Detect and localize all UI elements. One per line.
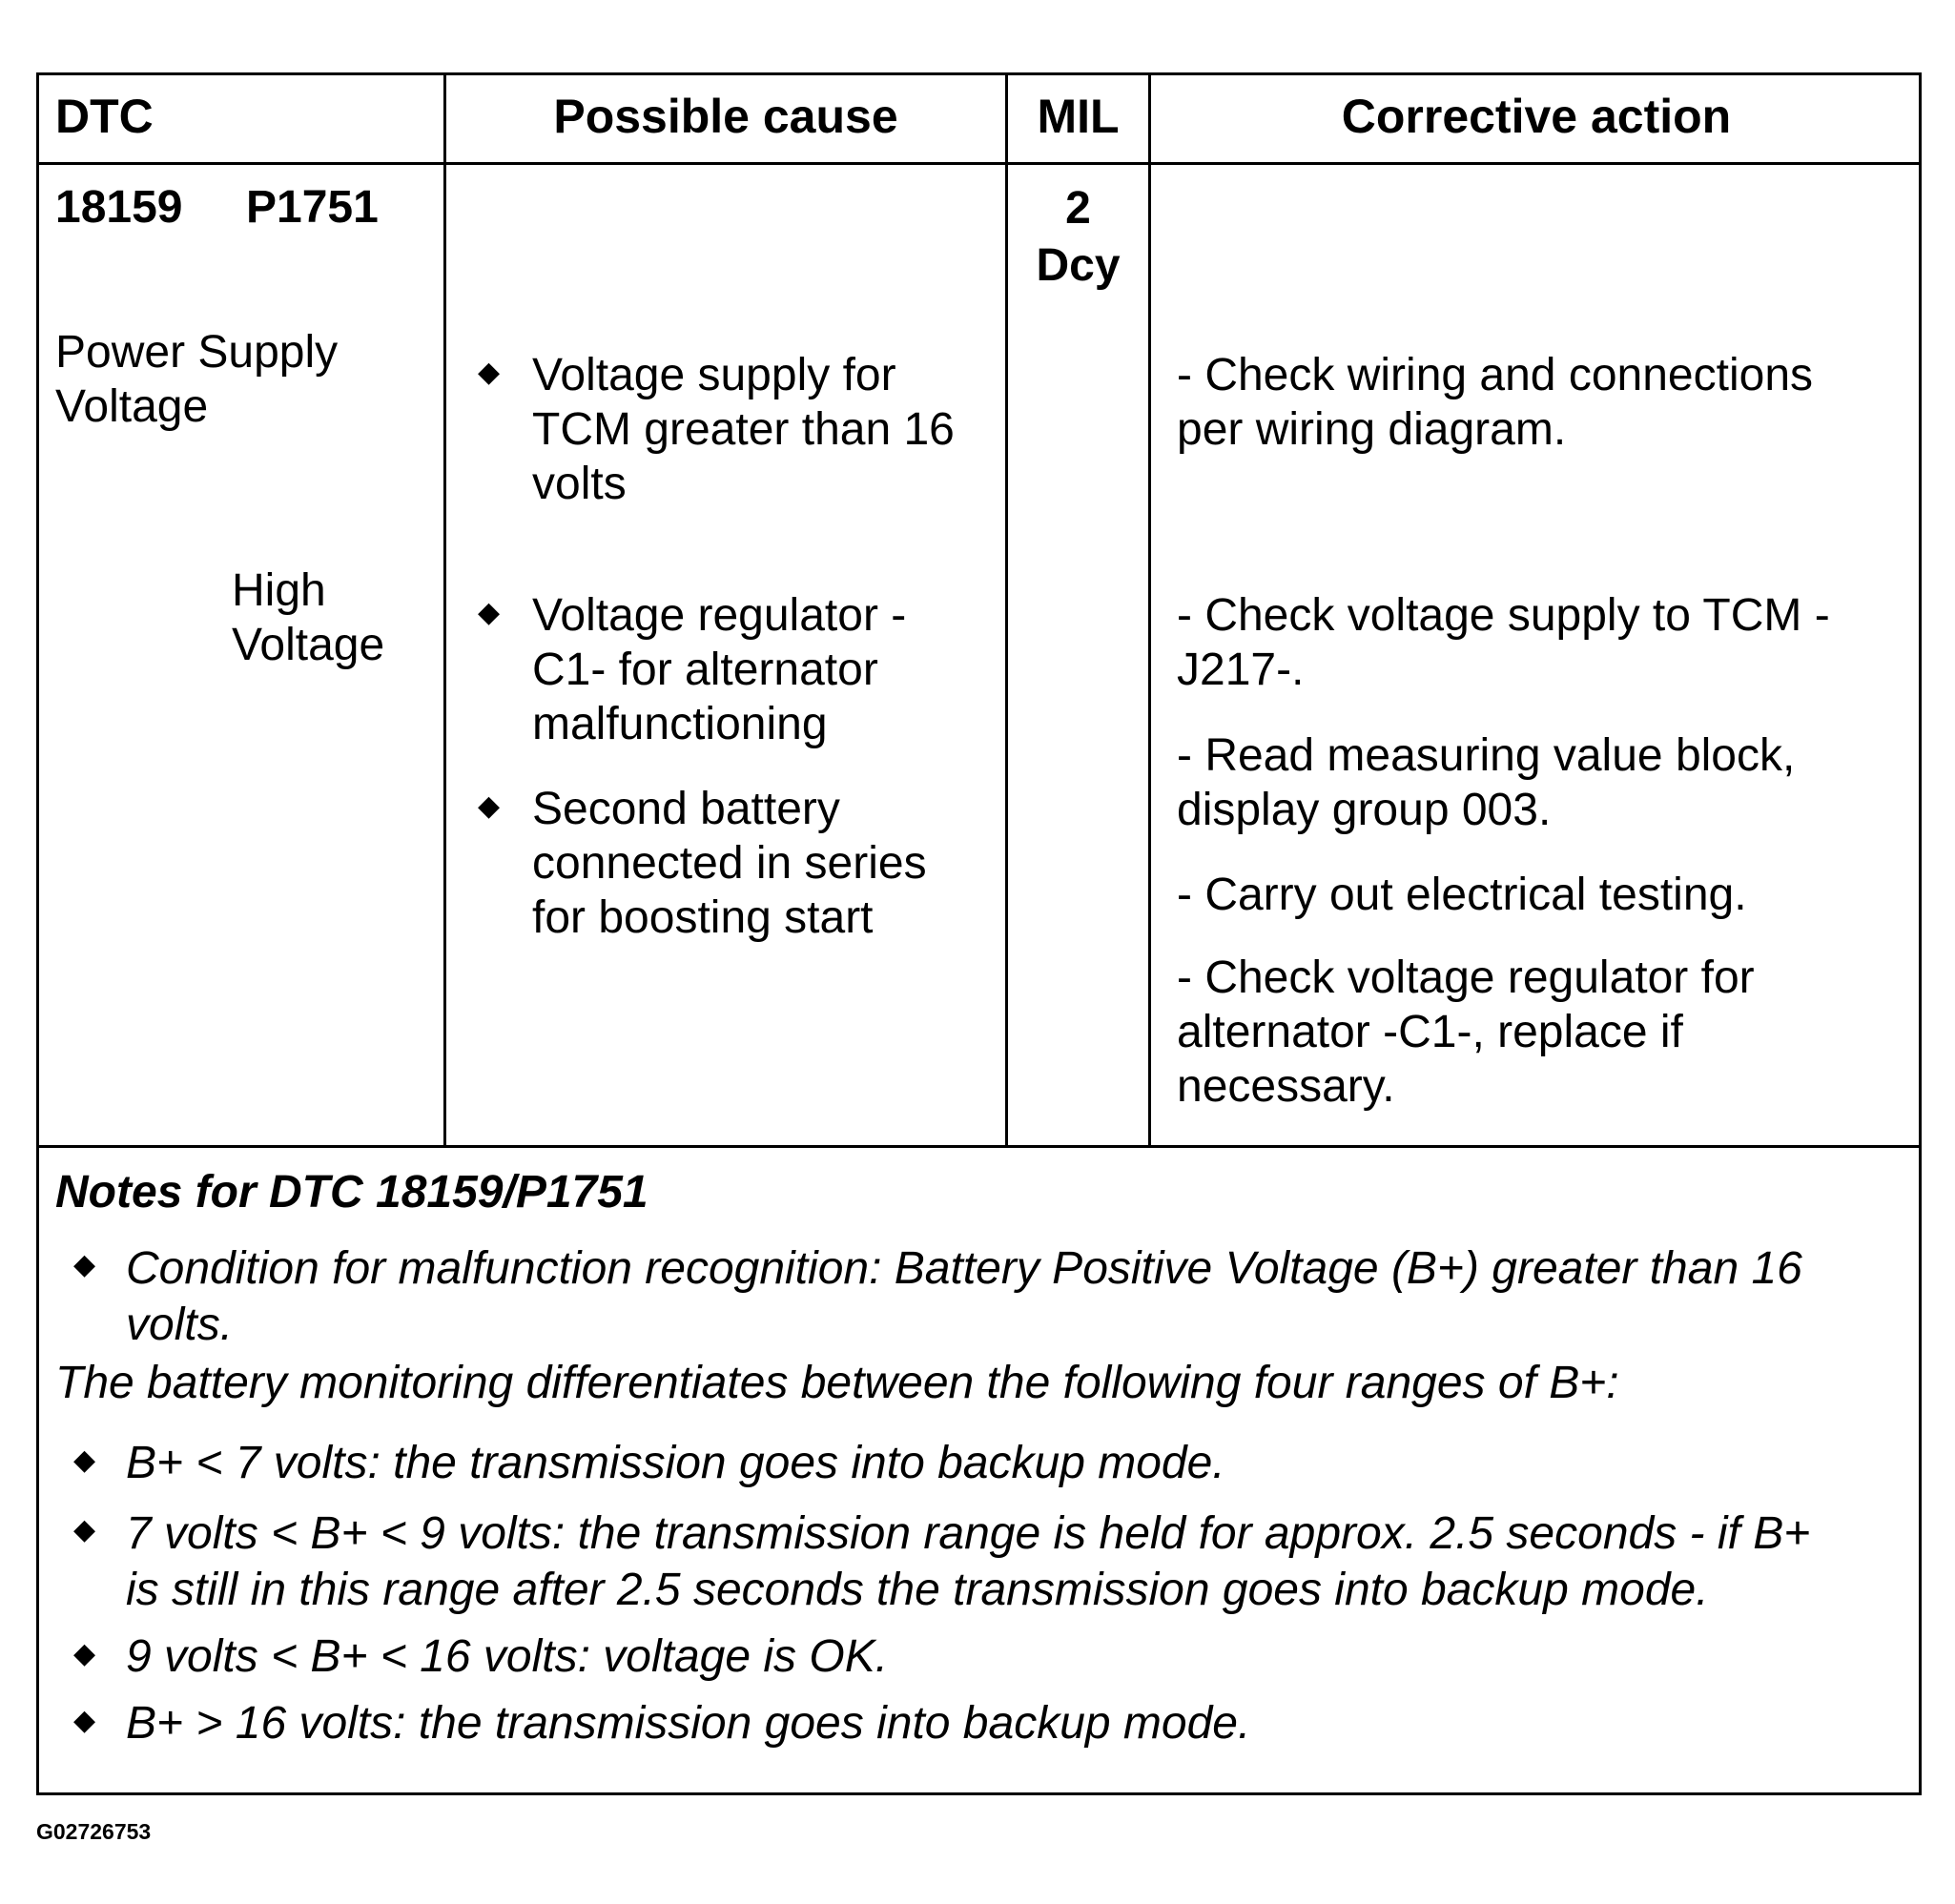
notes-condition-line: Condition for malfunction recognition: Battery Positive Voltage (B+) greater than 16 [126, 1243, 1802, 1294]
column-divider [1148, 75, 1151, 1148]
diamond-bullet-icon: ◆ [73, 1444, 96, 1476]
range-item [126, 1629, 888, 1684]
diamond-bullet-icon: ◆ [478, 597, 501, 628]
range-item [126, 1696, 1250, 1750]
cause-line: TCM greater than 16 [532, 404, 955, 455]
range-line: is still in this range after 2.5 seconds the transmission goes into backup mode. [126, 1565, 1709, 1615]
header-possible-cause: Possible cause [553, 90, 898, 143]
dtc-condition-line: High [232, 565, 326, 616]
diamond-bullet-icon: ◆ [73, 1249, 96, 1280]
action-item [1177, 951, 1755, 1114]
cause-line: for boosting start [532, 892, 874, 943]
dtc-description [55, 325, 338, 434]
action-item [1177, 728, 1795, 837]
action-line: alternator -C1-, replace if [1177, 1007, 1683, 1057]
cause-line: connected in series [532, 838, 927, 889]
cause-line: volts [532, 459, 627, 509]
action-line: display group 003. [1177, 785, 1552, 835]
dtc-description-line: Power Supply [55, 327, 339, 378]
diamond-bullet-icon: ◆ [478, 790, 501, 822]
notes-title: Notes for DTC 18159/P1751 [55, 1167, 648, 1218]
action-line: - Check wiring and connections [1177, 350, 1814, 400]
cause-line: Voltage regulator - [532, 590, 907, 641]
action-item [1177, 348, 1813, 457]
action-line: - Carry out electrical testing. [1177, 870, 1747, 920]
dtc-condition-line: Voltage [232, 620, 385, 670]
mil-unit: Dcy [1036, 240, 1121, 291]
range-line: B+ < 7 volts: the transmission goes into backup mode. [126, 1438, 1225, 1488]
column-divider [443, 75, 446, 1148]
diamond-bullet-icon: ◆ [73, 1638, 96, 1669]
action-item [1177, 868, 1747, 922]
mil-count: 2 [1065, 183, 1091, 234]
cause-item [532, 782, 927, 945]
header-divider [39, 162, 1919, 165]
action-line: per wiring diagram. [1177, 404, 1567, 455]
action-line: J217-. [1177, 645, 1305, 695]
dtc-condition [232, 563, 384, 672]
range-line: 7 volts < B+ < 9 volts: the transmission range is held for approx. 2.5 seconds - if B+ [126, 1508, 1811, 1559]
diamond-bullet-icon: ◆ [478, 357, 501, 388]
action-line: - Check voltage regulator for [1177, 952, 1755, 1003]
action-line: necessary. [1177, 1061, 1395, 1112]
diamond-bullet-icon: ◆ [73, 1705, 96, 1736]
range-item [126, 1505, 1810, 1618]
cause-item [532, 348, 955, 511]
dtc-code-2: P1751 [246, 182, 379, 233]
cause-item [532, 588, 906, 751]
notes-condition-line: volts. [126, 1300, 234, 1350]
dtc-code-1: 18159 [55, 182, 183, 233]
diamond-bullet-icon: ◆ [73, 1514, 96, 1546]
mil-value [1008, 180, 1148, 295]
cause-line: Voltage supply for [532, 350, 896, 400]
range-item [126, 1436, 1225, 1490]
notes-intro: The battery monitoring differentiates between the following four ranges of B+: [55, 1358, 1619, 1408]
header-dtc: DTC [55, 90, 154, 143]
figure-id: G02726753 [36, 1819, 152, 1844]
range-line: B+ > 16 volts: the transmission goes into backup mode. [126, 1698, 1251, 1749]
dtc-description-line: Voltage [55, 381, 209, 432]
range-line: 9 volts < B+ < 16 volts: voltage is OK. [126, 1631, 889, 1682]
notes-condition [126, 1240, 1802, 1353]
action-line: - Read measuring value block, [1177, 730, 1796, 781]
cause-line: Second battery [532, 784, 840, 834]
cause-line: C1- for alternator [532, 645, 878, 695]
dtc-table [36, 72, 1922, 1795]
action-item [1177, 588, 1830, 697]
header-mil: MIL [1037, 90, 1120, 143]
header-corrective-action: Corrective action [1341, 90, 1732, 143]
action-line: - Check voltage supply to TCM - [1177, 590, 1830, 641]
notes-divider [39, 1145, 1919, 1148]
cause-line: malfunctioning [532, 699, 828, 749]
